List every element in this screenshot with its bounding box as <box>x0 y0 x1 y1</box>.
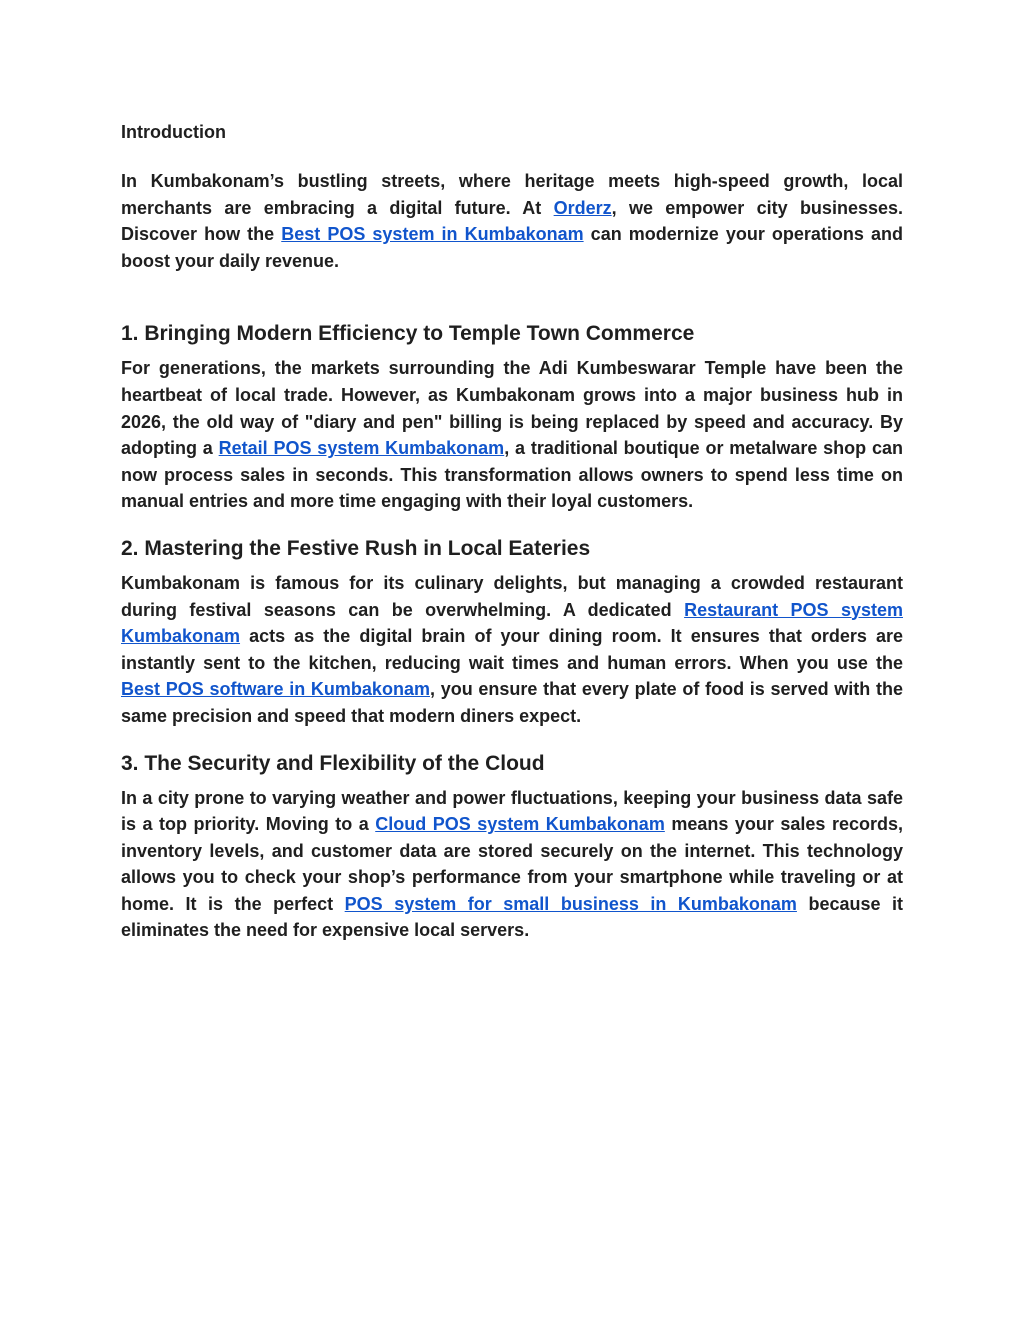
section-2-paragraph <box>121 570 903 730</box>
best-pos-system-link[interactable]: Best POS system in Kumbakonam <box>281 224 584 245</box>
paragraph-text: Kumbakonam is famous for its culinary delights, but managing a crowded restaurant during festival seasons can be overwhelming. A dedicated <box>121 572 903 620</box>
restaurant-pos-link[interactable]: Restaurant POS system Kumbakonam <box>121 599 903 647</box>
section-3 <box>121 749 903 945</box>
intro-text: can modernize your operations and boost your daily revenue. <box>121 224 903 271</box>
paragraph-text: For generations, the markets surrounding the Adi Kumbeswarar Temple have been the heartbeat of local trade. However, as Kumbakonam grows into a major business hub in 2026, the old way of "diary and pen" billing is being replaced by speed and accuracy. By adopting a <box>121 358 903 459</box>
section-1 <box>121 319 903 515</box>
intro-paragraph <box>121 168 903 274</box>
orderz-link[interactable]: Orderz <box>553 197 612 218</box>
paragraph-text: means your sales records, inventory levels, and customer data are stored securely on the internet. This technology allows you to check your shop’s performance from your smartphone while traveling or at home. It is the perfect <box>121 814 903 914</box>
intro-text: , we empower city businesses. Discover how the <box>121 197 903 245</box>
section-3-heading: 3. The Security and Flexibility of the Cloud <box>121 751 545 775</box>
paragraph-text: , a traditional boutique or metalware shop can now process sales in seconds. This transformation allows owners to spend less time on manual entries and more time engaging with their loyal customers. <box>121 438 903 512</box>
intro-heading: Introduction <box>121 122 226 142</box>
section-1-paragraph <box>121 355 903 515</box>
best-pos-software-link[interactable]: Best POS software in Kumbakonam <box>121 679 430 700</box>
section-2 <box>121 534 903 730</box>
paragraph-text: In a city prone to varying weather and power fluctuations, keeping your business data safe is a top priority. Moving to a <box>121 787 903 835</box>
section-1-heading: 1. Bringing Modern Efficiency to Temple Town Commerce <box>121 322 695 346</box>
retail-pos-link[interactable]: Retail POS system Kumbakonam <box>218 438 505 459</box>
intro-text: In Kumbakonam’s bustling streets, where heritage meets high-speed growth, local merchants are embracing a digital future. At <box>121 171 903 218</box>
section-2-heading: 2. Mastering the Festive Rush in Local Eateries <box>121 536 591 560</box>
document-page <box>121 118 903 963</box>
cloud-pos-link[interactable]: Cloud POS system Kumbakonam <box>375 814 665 835</box>
small-business-pos-link[interactable]: POS system for small business in Kumbakonam <box>344 893 797 914</box>
paragraph-text: because it eliminates the need for expensive local servers. <box>121 893 904 941</box>
section-3-paragraph <box>121 785 903 945</box>
paragraph-text: acts as the digital brain of your dining room. It ensures that orders are instantly sent to the kitchen, reducing wait times and human errors. When you use the <box>121 626 903 673</box>
paragraph-text: , you ensure that every plate of food is served with the same precision and speed that modern diners expect. <box>121 679 904 726</box>
